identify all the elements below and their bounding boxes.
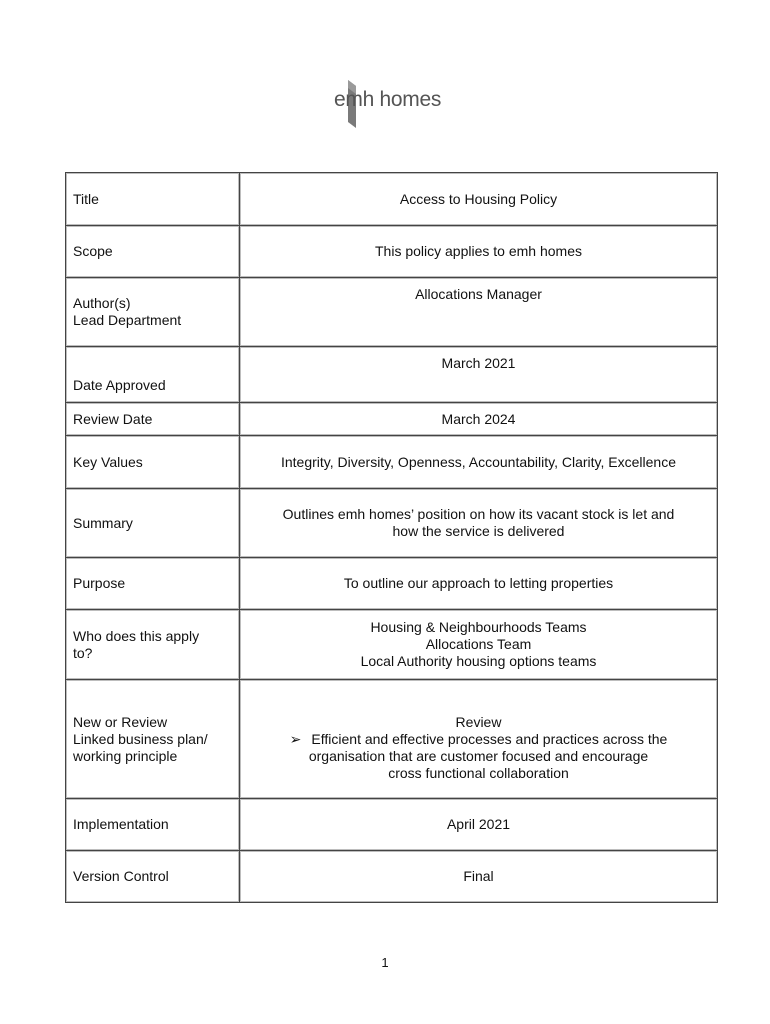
key-values-label: Key Values	[66, 436, 240, 489]
bullet-text-1: Efficient and effective processes and practices across the	[311, 731, 668, 747]
logo-text: emh homes	[334, 88, 442, 111]
table-row	[66, 489, 718, 558]
table-row	[66, 799, 718, 851]
who-applies-label	[66, 610, 240, 680]
linked-label-line-1: New or Review	[73, 714, 168, 730]
implementation-label: Implementation	[66, 799, 240, 851]
summary-label: Summary	[66, 489, 240, 558]
table-row	[66, 851, 718, 903]
version-control-label: Version Control	[66, 851, 240, 903]
table-row	[66, 278, 718, 347]
who-value-line-2: Allocations Team	[425, 636, 532, 652]
table-row	[66, 347, 718, 403]
title-label: Title	[66, 173, 240, 226]
linked-label-line-2: Linked business plan/	[73, 731, 208, 747]
bullet-line-1	[247, 731, 710, 748]
author-value: Allocations Manager	[240, 278, 718, 347]
bullet-text-2: organisation that are customer focused and encourage	[308, 748, 649, 764]
version-control-value: Final	[240, 851, 718, 903]
date-approved-value: March 2021	[240, 347, 718, 403]
arrow-bullet-icon: ➢	[289, 731, 302, 747]
linked-label-line-3: working principle	[73, 748, 178, 764]
title-value: Access to Housing Policy	[240, 173, 718, 226]
purpose-label: Purpose	[66, 558, 240, 610]
review-date-label: Review Date	[66, 403, 240, 436]
table-row	[66, 173, 718, 226]
linked-plan-label	[66, 680, 240, 799]
key-values-value: Integrity, Diversity, Openness, Accountability, Clarity, Excellence	[240, 436, 718, 489]
purpose-value: To outline our approach to letting properties	[240, 558, 718, 610]
implementation-value: April 2021	[240, 799, 718, 851]
review-text: Review	[455, 714, 502, 730]
policy-details-table	[65, 172, 718, 903]
scope-value: This policy applies to emh homes	[240, 226, 718, 278]
table-row	[66, 226, 718, 278]
who-label-line-2: to?	[73, 644, 93, 661]
who-label-line-1: Who does this apply	[73, 627, 200, 644]
summary-line-1: Outlines emh homes’ position on how its vacant stock is let and	[282, 506, 675, 522]
who-applies-value	[240, 610, 718, 680]
table-row	[66, 558, 718, 610]
who-value-line-1: Housing & Neighbourhoods Teams	[370, 619, 587, 635]
summary-line-2: how the service is delivered	[392, 523, 565, 539]
table-row	[66, 610, 718, 680]
author-label-line-1: Author(s)	[73, 295, 131, 311]
linked-plan-value	[240, 680, 718, 799]
review-date-value: March 2024	[240, 403, 718, 436]
table-row	[66, 403, 718, 436]
bullet-text-3: cross functional collaboration	[388, 765, 569, 781]
author-label	[66, 278, 240, 347]
scope-label: Scope	[66, 226, 240, 278]
emh-homes-logo	[334, 78, 454, 130]
summary-value	[240, 489, 718, 558]
author-label-line-2: Lead Department	[73, 312, 182, 328]
table-row	[66, 680, 718, 799]
who-value-line-3: Local Authority housing options teams	[360, 653, 597, 669]
table-row	[66, 436, 718, 489]
date-approved-label: Date Approved	[66, 347, 240, 403]
page-number: 1	[381, 955, 389, 970]
